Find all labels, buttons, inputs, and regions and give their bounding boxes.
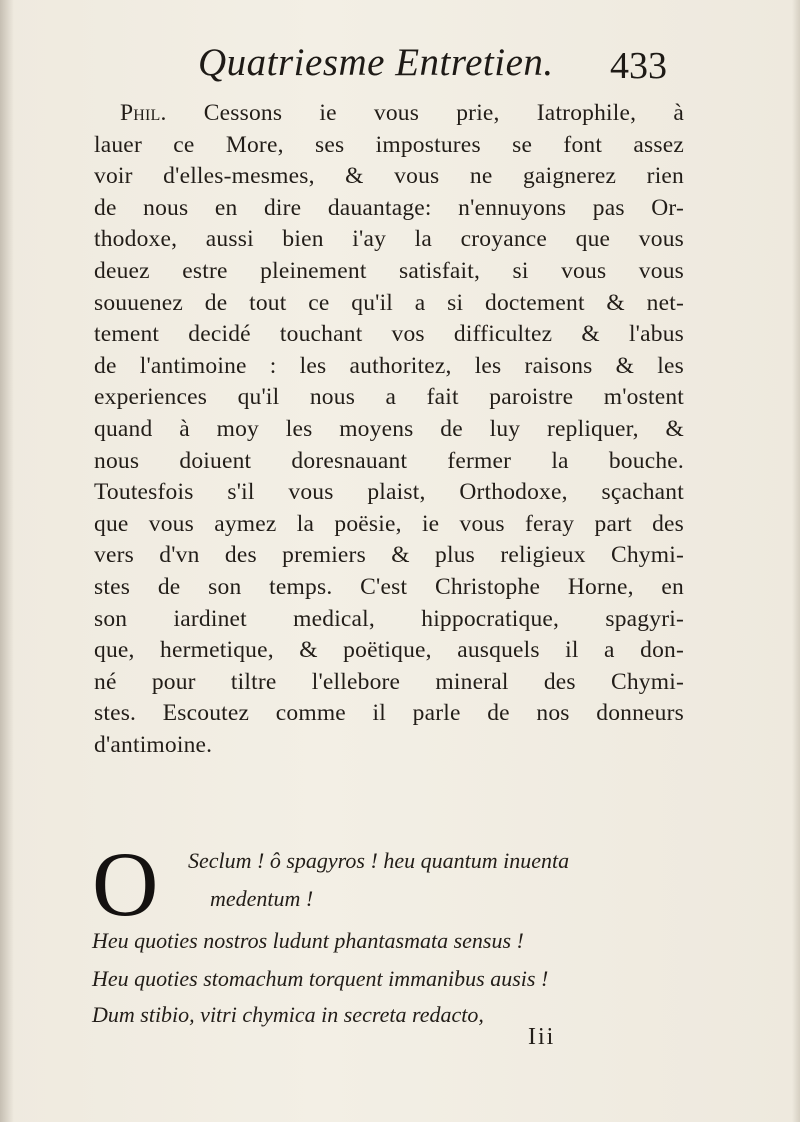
text-line: de nous en dire dauantage: n'ennuyons pas Or- bbox=[94, 194, 684, 221]
text-line: voir d'elles-mesmes, & vous ne gaignerez rien bbox=[94, 163, 684, 190]
verse-line: Dum stibio, vitri chymica in secreta redacto, bbox=[92, 1002, 484, 1027]
text-line: thodoxe, aussi bien i'ay la croyance que vous bbox=[94, 226, 684, 253]
text-line: d'antimoine. bbox=[94, 731, 213, 758]
text-line: son iardinet medical, hippocratique, spagyri- bbox=[94, 605, 684, 632]
text-line: de l'antimoine : les authoritez, les raisons & les bbox=[94, 352, 684, 379]
gutter-shadow bbox=[0, 0, 14, 1122]
text-line: deuez estre pleinement satisfait, si vous vous bbox=[94, 257, 684, 284]
page-header bbox=[0, 40, 800, 100]
text-line: vers d'vn des premiers & plus religieux Chymi- bbox=[94, 542, 684, 569]
text-line: que, hermetique, & poëtique, ausquels il a don- bbox=[94, 637, 684, 664]
text-line: lauer ce More, ses impostures se font assez bbox=[94, 131, 684, 158]
drop-capital: O bbox=[92, 833, 159, 935]
text-line: stes de son temps. C'est Christophe Horne, en bbox=[94, 573, 684, 600]
text-line: Phil. Cessons ie vous prie, Iatrophile, à bbox=[120, 100, 684, 126]
verse-line: medentum ! bbox=[210, 886, 314, 911]
text-line: stes. Escoutez comme il parle de nos donneurs bbox=[94, 700, 684, 727]
text-line: né pour tiltre l'ellebore mineral des Chymi- bbox=[94, 668, 684, 695]
text-line: souuenez de tout ce qu'il a si doctement & net- bbox=[94, 289, 684, 316]
running-title: Quatriesme Entretien. bbox=[198, 41, 554, 84]
speaker-name: Phil. bbox=[120, 100, 167, 126]
text-line: Toutesfois s'il vous plaist, Orthodoxe, sçachant bbox=[94, 479, 684, 506]
signature-mark: Iii bbox=[528, 1024, 556, 1050]
verse-line: Heu quoties nostros ludunt phantasmata sensus ! bbox=[92, 928, 524, 953]
text-line: que vous aymez la poësie, ie vous feray part des bbox=[94, 510, 684, 537]
verse-line: Heu quoties stomachum torquent immanibus ausis ! bbox=[92, 966, 549, 991]
text-line: quand à moy les moyens de luy repliquer, & bbox=[94, 415, 684, 442]
page-edge-shadow bbox=[792, 0, 800, 1122]
text-line: nous doiuent doresnauant fermer la bouche. bbox=[94, 447, 684, 474]
dialogue-paragraph bbox=[94, 98, 684, 761]
text-line: experiences qu'il nous a fait paroistre m'ostent bbox=[94, 384, 684, 411]
text-line: tement decidé touchant vos difficultez & l'abus bbox=[94, 321, 684, 348]
page-number: 433 bbox=[610, 45, 667, 87]
verse-line: Seclum ! ô spagyros ! heu quantum inuenta bbox=[188, 848, 570, 873]
